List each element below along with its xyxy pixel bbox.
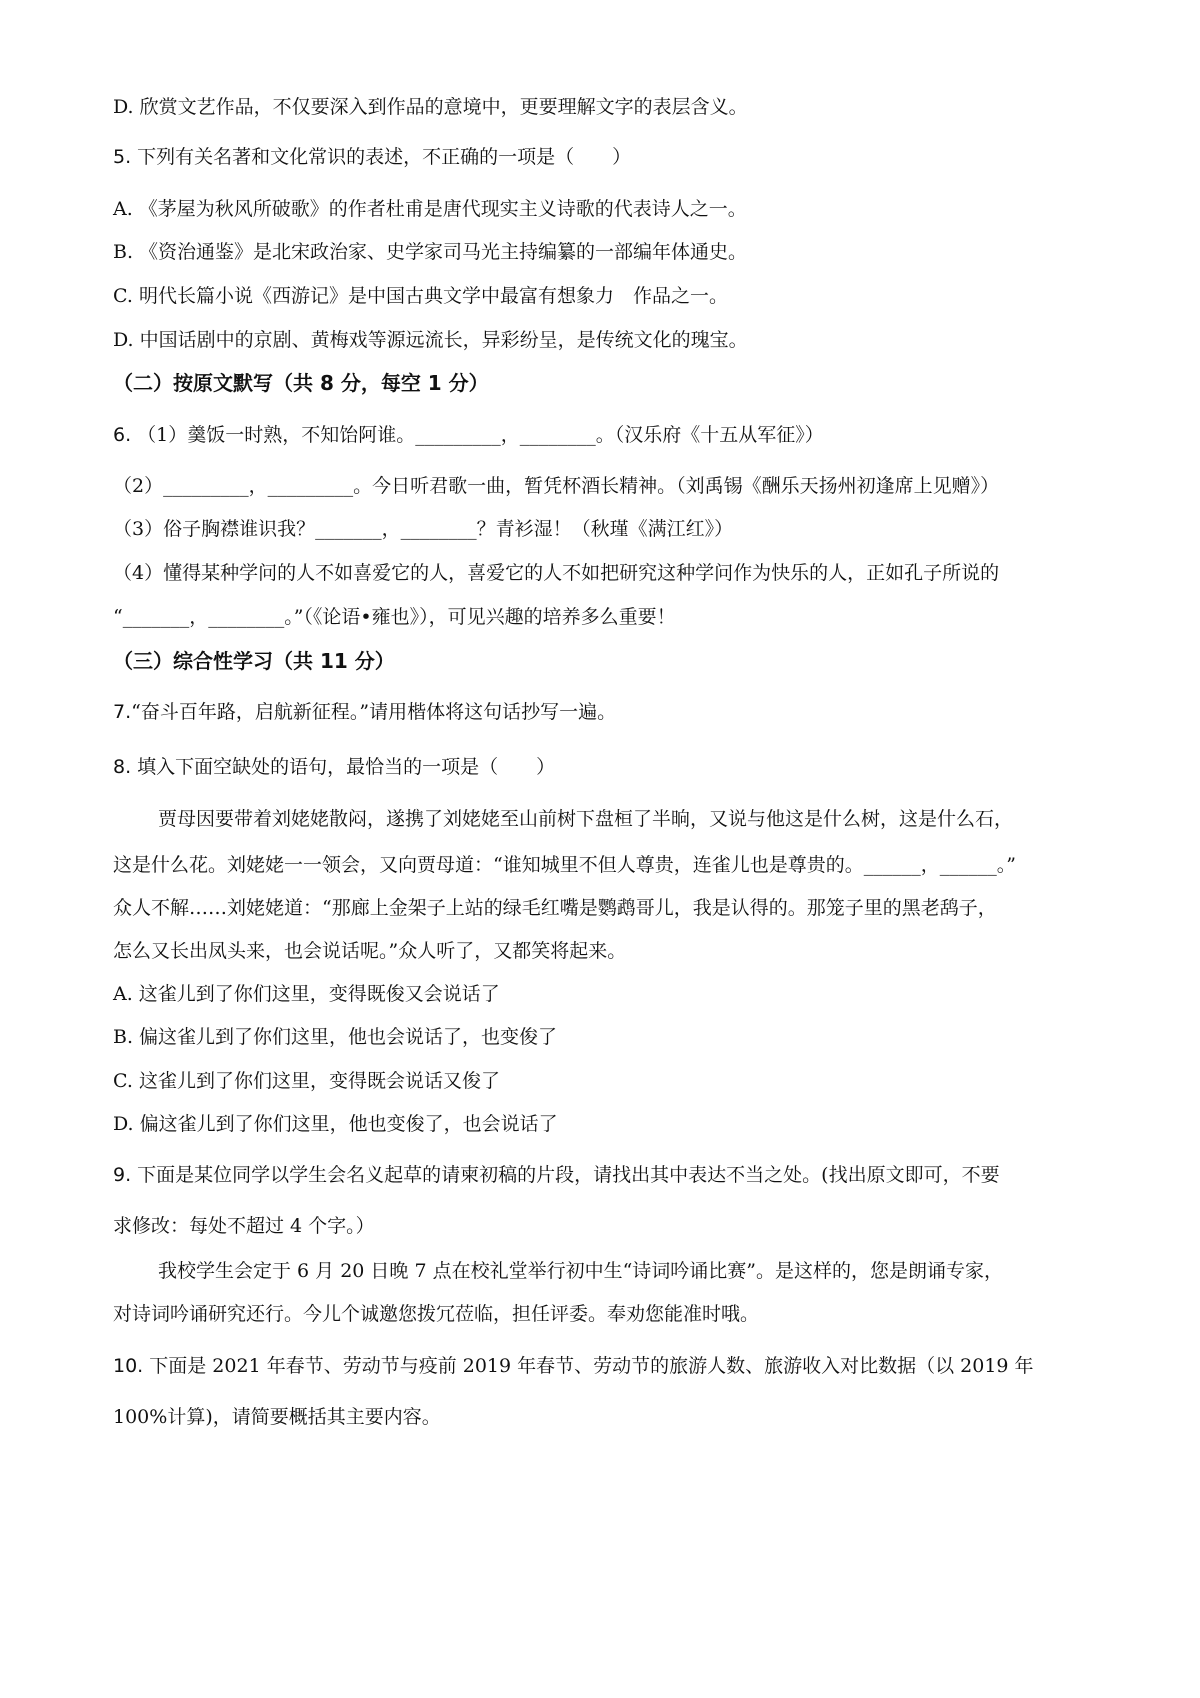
q5-option-d: D. 中国话剧中的京剧、黄梅戏等源远流长，异彩纷呈，是传统文化的瑰宝。: [113, 329, 748, 351]
q9-stem-text: 下面是某位同学以学生会名义起草的请柬初稿的片段，请找出其中表达不当之处。(找出原文即可，不要: [131, 1164, 1000, 1186]
q6-line4: （4）懂得某种学问的人不如喜爱它的人，喜爱它的人不如把研究这种学问作为快乐的人，正如孔子所说的: [113, 562, 1000, 584]
q10-stem-line2: 100%计算)，请简要概括其主要内容。: [113, 1406, 441, 1428]
q9-passage-line1: 我校学生会定于 6 月 20 日晚 7 点在校礼堂举行初中生“诗词吟诵比赛”。是这样的，您是朗诵专家，: [158, 1260, 1004, 1282]
q9-stem-line1: [113, 1166, 1000, 1185]
q5-option-b: B. 《资治通鉴》是北宋政治家、史学家司马光主持编纂的一部编年体通史。: [113, 241, 748, 263]
q10-stem-line1: [113, 1357, 1034, 1376]
q8-passage-line3: 众人不解……刘姥姥道：“那廊上金架子上站的绿毛红嘴是鹦鹉哥儿，我是认得的。那笼子里的黑老鸹子，: [113, 897, 997, 919]
q6-line1-text: （1）羹饭一时熟，不知饴阿谁。_________，________。（汉乐府《十五从军征》）: [131, 424, 824, 446]
q7-stem: [113, 703, 616, 722]
q8-number: 8.: [113, 756, 132, 778]
section2-heading: （二）按原文默写（共 8 分，每空 1 分）: [113, 371, 489, 395]
q6-line3: （3）俗子胸襟谁识我？_______，________？青衫湿！（秋瑾《满江红》）: [113, 518, 734, 540]
q9-passage-line2: 对诗词吟诵研究还行。今儿个诚邀您拨冗莅临，担任评委。奉劝您能准时哦。: [113, 1303, 760, 1325]
q5-number: 5.: [113, 146, 132, 168]
q8-option-b: B. 偏这雀儿到了你们这里，他也会说话了，也变俊了: [113, 1026, 558, 1048]
q8-passage-line1: 贾母因要带着刘姥姥散闷，遂携了刘姥姥至山前树下盘桓了半晌，又说与他这是什么树，这是什么石，: [158, 808, 1014, 830]
q8-passage-line4: 怎么又长出凤头来，也会说话呢。”众人听了，又都笑将起来。: [113, 940, 627, 962]
q8-passage-line2: 这是什么花。刘姥姥一一领会，又向贾母道：“谁知城里不但人尊贵，连雀儿也是尊贵的。______，______。”: [113, 854, 1016, 876]
q10-number: 10.: [113, 1355, 144, 1377]
q8-option-d: D. 偏这雀儿到了你们这里，他也变俊了，也会说话了: [113, 1113, 558, 1135]
q8-option-a: A. 这雀儿到了你们这里，变得既俊又会说话了: [113, 983, 500, 1005]
q10-stem-text: 下面是 2021 年春节、劳动节与疫前 2019 年春节、劳动节的旅游人数、旅游收入对比数据（以 2019 年: [143, 1355, 1034, 1377]
q5-option-c: C. 明代长篇小说《西游记》是中国古典文学中最富有想象力 作品之一。: [113, 285, 728, 307]
q9-number: 9.: [113, 1164, 132, 1186]
q8-option-c: C. 这雀儿到了你们这里，变得既会说话又俊了: [113, 1070, 500, 1092]
q5-option-a: A. 《茅屋为秋风所破歌》的作者杜甫是唐代现实主义诗歌的代表诗人之一。: [113, 198, 747, 220]
q5-stem: [113, 148, 631, 167]
q7-number: 7.: [113, 701, 132, 723]
section3-heading: （三）综合性学习（共 11 分）: [113, 649, 395, 673]
q5-stem-text: 下列有关名著和文化常识的表述，不正确的一项是（ ）: [131, 146, 632, 168]
q6-line1: [113, 426, 824, 445]
q6-line2: （2）_________，_________。今日听君歌一曲，暂凭杯酒长精神。（刘禹锡《酬乐天扬州初逢席上见赠》）: [113, 475, 1000, 497]
q8-stem: [113, 758, 555, 777]
q6-line5: “_______，________。”（《论语•雍也》），可见兴趣的培养多么重要！: [113, 606, 676, 628]
q6-number: 6.: [113, 424, 132, 446]
q7-stem-text: “奋斗百年路，启航新征程。”请用楷体将这句话抄写一遍。: [131, 701, 617, 723]
q9-stem-line2: 求修改：每处不超过 4 个字。）: [113, 1215, 375, 1237]
q8-stem-text: 填入下面空缺处的语句，最恰当的一项是（ ）: [131, 756, 556, 778]
q4-option-d: D. 欣赏文艺作品，不仅要深入到作品的意境中，更要理解文字的表层含义。: [113, 96, 748, 118]
